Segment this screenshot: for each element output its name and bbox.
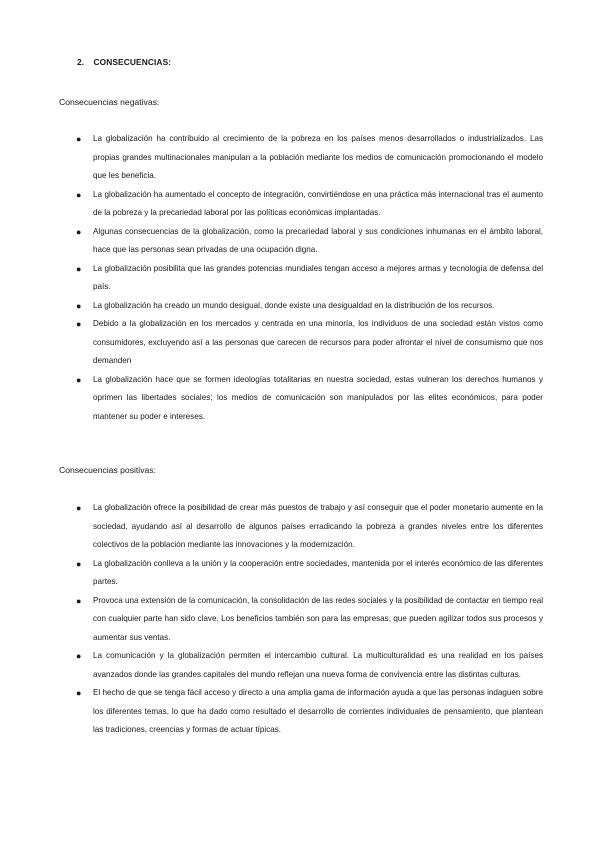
bullet-icon: ●	[76, 651, 82, 661]
bullet-icon: ●	[76, 319, 82, 329]
bullet-icon: ●	[76, 189, 82, 200]
list-item-text: La globalización conlleva a la unión y la cooperación entre sociedades, mantenida por el interés económico de las diferentes partes.	[93, 558, 543, 586]
list-item-text: La globalización hace que se formen ideologías totalitarias en nuestra sociedad, estas vulneran los derechos humanos y oprimen las libertades sociales; los medios de comunicación son manipulados por las elites económicos, para poder mantener su poder e intereses.	[93, 374, 543, 421]
list-item-text: Provoca una extensión de la comunicación, la consolidación de las redes sociales y la posibilidad de contactar en tiempo real con cualquier parte han sido clave. Los beneficios también son para las empresas, que pueden agilizar todos sus procesos y aumentar sus ventas.	[93, 595, 543, 642]
bullet-icon: ●	[76, 263, 82, 274]
list-item	[0, 647, 543, 684]
list-item-text: La globalización ofrece la posibilidad de crear más puestos de trabajo y así conseguir que el poder monetario aumente en la sociedad, ayudando así al desarrollo de algunos países erradicando la pobreza a grandes niveles entre los diferentes colectivos de la población mediante las innovaciones y la modernización.	[93, 503, 543, 549]
negative-consequences-list	[0, 130, 600, 426]
bullet-icon: ●	[76, 503, 82, 513]
negative-consequences-title: Consecuencias negativas:	[59, 97, 160, 107]
list-item	[0, 297, 543, 316]
positive-consequences-list	[0, 499, 600, 740]
list-item-text: La globalización ha contribuido al crecimiento de la pobreza en los países menos desarrollados o industrializados. Las propias grandes multinacionales manipulan a la población mediante los medios de comunicación promocionando el modelo que les beneficia.	[93, 134, 543, 180]
bullet-icon: ●	[76, 226, 82, 237]
list-item-text: Debido a la globalización en los mercados y centrada en una minoría, los individuos de una sociedad están vistos como consumidores, excluyendo así a las personas que carecen de recursos para poder afrontar el nivel de consumismo que nos demanden	[93, 319, 543, 365]
positive-consequences-title: Consecuencias positivas:	[59, 465, 156, 475]
bullet-icon: ●	[76, 558, 82, 569]
list-item	[0, 555, 543, 592]
bullet-icon: ●	[76, 374, 82, 385]
list-item	[0, 315, 543, 371]
list-item-text: La globalización ha aumentado el concepto de integración, convirtiéndose en una práctica más internacional tras el aumento de la pobreza y la precariedad laboral por las políticas económicas implantadas.	[93, 189, 543, 217]
list-item	[0, 223, 543, 260]
list-item	[0, 684, 543, 740]
list-item-text: La globalización posibilita que las grandes potencias mundiales tengan acceso a mejores armas y tecnología de defensa del país.	[93, 263, 543, 291]
list-item-text: La globalización ha creado un mundo desigual, donde existe una desigualdad en la distribución de los recursos.	[93, 300, 495, 310]
list-item-text: Algunas consecuencias de la globalización, como la precariedad laboral y sus condiciones inhumanas en el ámbito laboral, hace que las personas sean privadas de una ocupación digna.	[93, 226, 543, 254]
bullet-icon: ●	[76, 595, 82, 606]
bullet-icon: ●	[76, 134, 82, 144]
list-item-text: El hecho de que se tenga fácil acceso y directo a una amplia gama de información ayuda a que las personas indaguen sobre los diferentes temas, lo que ha dado como resultado el desarrollo de corrientes individuales de pensamiento, que plantean las tradiciones, creencias y formas de actuar típicas.	[93, 688, 543, 734]
section-title: CONSECUENCIAS:	[93, 57, 172, 67]
list-item	[0, 130, 543, 186]
list-item	[0, 371, 543, 427]
section-number: 2.	[77, 57, 85, 67]
list-item	[0, 186, 543, 223]
section-heading	[77, 57, 171, 67]
list-item	[0, 260, 543, 297]
list-item-text: La comunicación y la globalización permiten el intercambio cultural. La multiculturalidad es una realidad en los países avanzados donde las grandes capitales del mundo reflejan una nueva forma de convivencia entre las distintas culturas.	[93, 651, 543, 679]
list-item	[0, 592, 543, 648]
bullet-icon: ●	[76, 688, 82, 698]
bullet-icon: ●	[76, 300, 82, 311]
list-item	[0, 499, 543, 555]
